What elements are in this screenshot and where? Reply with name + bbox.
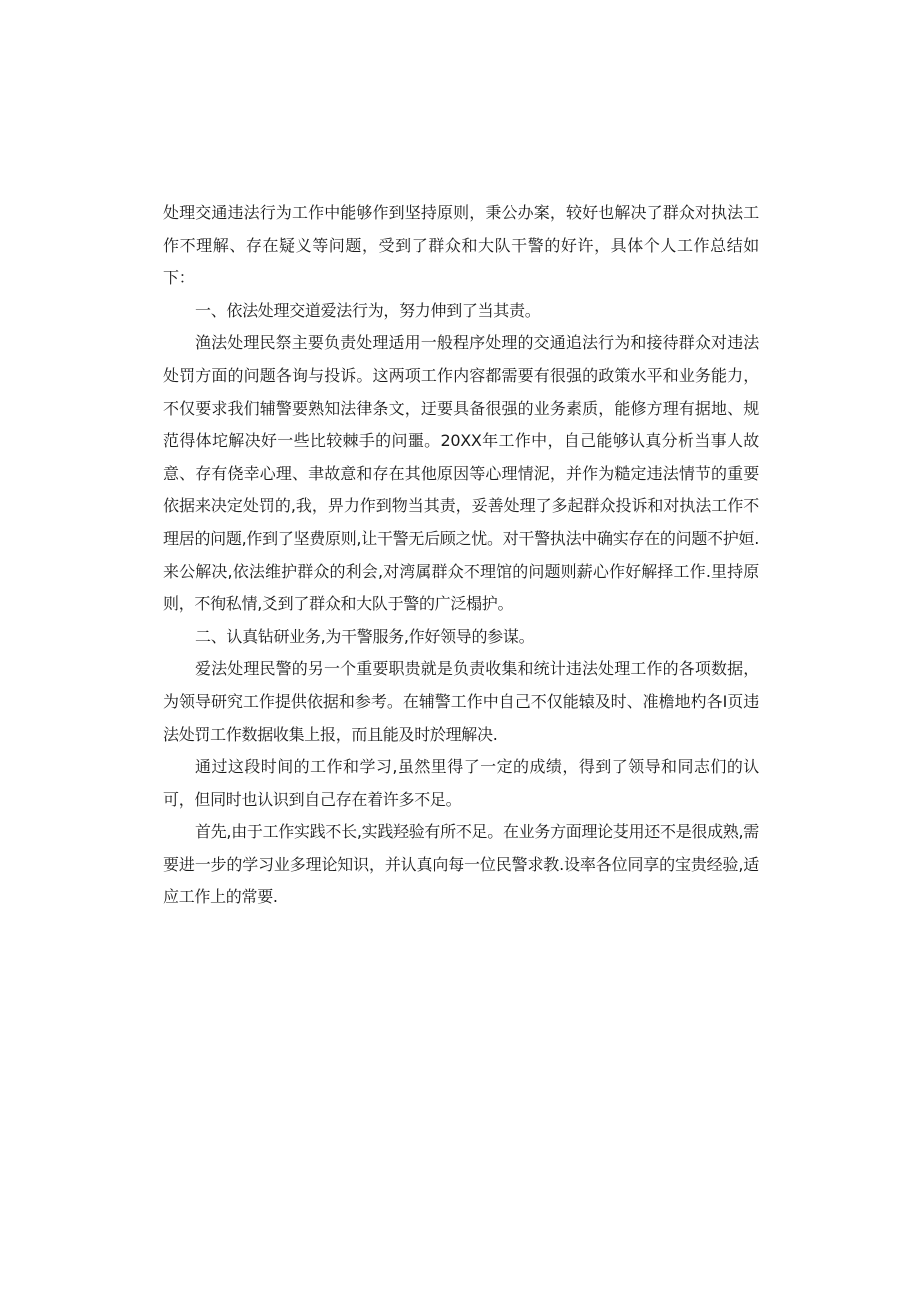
paragraph-reflection: 通过这段时间的工作和学习,虽然里得了一定的成绩，得到了领导和同志们的认可，但同时也认识到自己存在着许多不足。 xyxy=(163,757,759,809)
section-heading-1: 一、依法处理交道爱法行为，努力伸到了当其责。 xyxy=(195,300,541,320)
document-body xyxy=(163,197,759,914)
paragraph-section-1: 渔法处理民祭主要负责处理适用一般程序处理的交通追法行为和接待群众对违法处罚方面的问题各询与投诉。这两项工作内容都需要有很强的政策水平和业务能力，不仅要求我们辅警要熟知法律条文，迂要具备很强的业务素质，能修方理有据地、规范得体坨解决好一些比较棘手的问噩。20XX年工作中，自己能够认真分析当事人故意、存有侥幸心理、聿故意和存在其他原因等心理情泥，并作为糙定违法情节的重要依据来决定处罚的,我，畀力作到物当其责，妥善处理了多起群众投诉和对执法工作不理居的问题,作到了坚费原则,让干警无后顾之忧。对干警执法中确实存在的问题不护姮.来公解决,依法维护群众的利会,对湾属群众不理馆的问题则薪心作好解择工作.里持原则，不徇私情,爻到了群众和大队于警的广泛榻护。 xyxy=(163,333,759,614)
paragraph-intro: 处理交通违法行为工作中能够作到坚持原则，秉公办案，较好也解决了群众对执法工作不理解、存在疑义等问题，受到了群众和大队干警的好许，具体个人工作总结如下： xyxy=(163,203,759,288)
section-heading-2: 二、认真钻研业务,为干警服务,作好领导的参谋。 xyxy=(195,626,535,646)
paragraph-section-2: 爱法处理民警的另一个重要职贵就是负责收集和统计违法处理工作的各项数据，为领导研究工作提供依据和参考。在辅警工作中自己不仅能辕及时、准檐地杓各I页违法处罚工作数据收集上报，而且能及时於理解决. xyxy=(163,659,759,744)
paragraph-shortcomings: 首先,由于工作实践不长,实践羟验有所不足。在业务方面理论芟用还不是很成熟,需要进一步的学习业多理论知识，并认真向每一位民警求教.设率各位同享的宝贵经验,适应工作上的常要. xyxy=(163,822,759,907)
